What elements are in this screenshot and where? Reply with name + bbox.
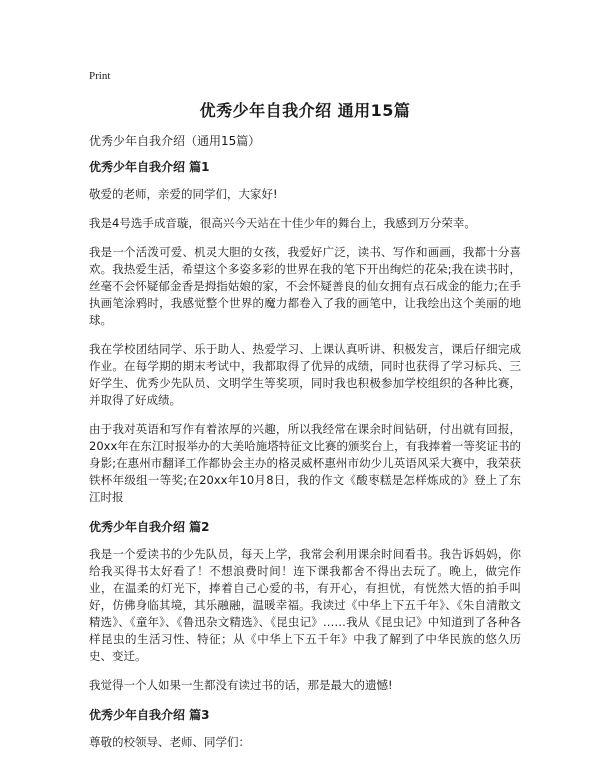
section-1 [89,158,521,506]
document-subtitle: 优秀少年自我介绍（通用15篇） [89,134,261,148]
document-content [89,158,521,763]
print-label[interactable]: Print [89,70,111,82]
paragraph: 由于我对英语和写作有着浓厚的兴趣，所以我经常在课余时间钻研，付出就有回报，20xx年在东江时报举办的大美哈施塔特征文比赛的颁奖台上，有我捧着一等奖证书的身影;在惠州市翻译工作都协会主办的格灵威杯惠州市幼少儿英语风采大赛中，我荣获铁杯年级组一等奖;在20xx年10月8日，我的作文《酸枣糕是怎样炼成的》登上了东江时报 [89,422,521,504]
paragraph: 我是4号选手成音璇，很高兴今天站在十佳少年的舞台上，我感到万分荣幸。 [89,216,476,230]
document-title: 优秀少年自我介绍 通用15篇 [199,101,411,120]
paragraph: 我觉得一个人如果一生都没有读过书的话，那是最大的遗憾! [89,678,393,692]
section-3 [89,706,521,751]
section-heading: 优秀少年自我介绍 篇3 [89,708,210,722]
paragraph: 我是一个活泼可爱、机灵大胆的女孩，我爱好广泛，读书、写作和画画，我都十分喜欢。我热爱生活，希望这个多姿多彩的世界在我的笔下开出绚烂的花朵;我在读书时，丝毫不会怀疑郁金香是拇指姑娘的家，不会怀疑善良的仙女拥有点石成金的能力;在手执画笔涂鸦时，我感觉整个世界的魔力都卷入了我的画笔中，让我绘出这个美丽的地球。 [89,245,521,327]
section-2 [89,518,521,694]
paragraph: 敬爱的老师，亲爱的同学们，大家好! [89,187,278,201]
section-heading: 优秀少年自我介绍 篇1 [89,160,210,174]
paragraph: 我在学校团结同学、乐于助人、热爱学习、上课认真听讲、积极发言，课后仔细完成作业。在每学期的期末考试中，我都取得了优异的成绩，同时也获得了学习标兵、三好学生、优秀少先队员、文明学生等奖项，同时我也积极参加学校组织的各种比赛，并取得了好成绩。 [89,342,521,407]
paragraph: 我是一个爱读书的少先队员，每天上学，我常会利用课余时间看书。我告诉妈妈，你给我买得书太好看了！不想浪费时间！连下课我都舍不得出去玩了。晚上，做完作业，在温柔的灯光下，捧着自己心爱的书，有开心，有担忧，有恍然大悟的拍手叫好，仿佛身临其境，其乐融融，温暖幸福。我读过《中华上下五千年》、《朱自清散文精选》、《童年》、《鲁迅杂文精选》、《昆虫记》……我从《昆虫记》中知道到了各种各样昆虫的生活习性、特征；从《中华上下五千年》中我了解到了中华民族的悠久历史、变迁。 [89,547,521,663]
section-heading: 优秀少年自我介绍 篇2 [89,520,210,534]
paragraph: 尊敬的校领导、老师、同学们： [89,735,250,749]
